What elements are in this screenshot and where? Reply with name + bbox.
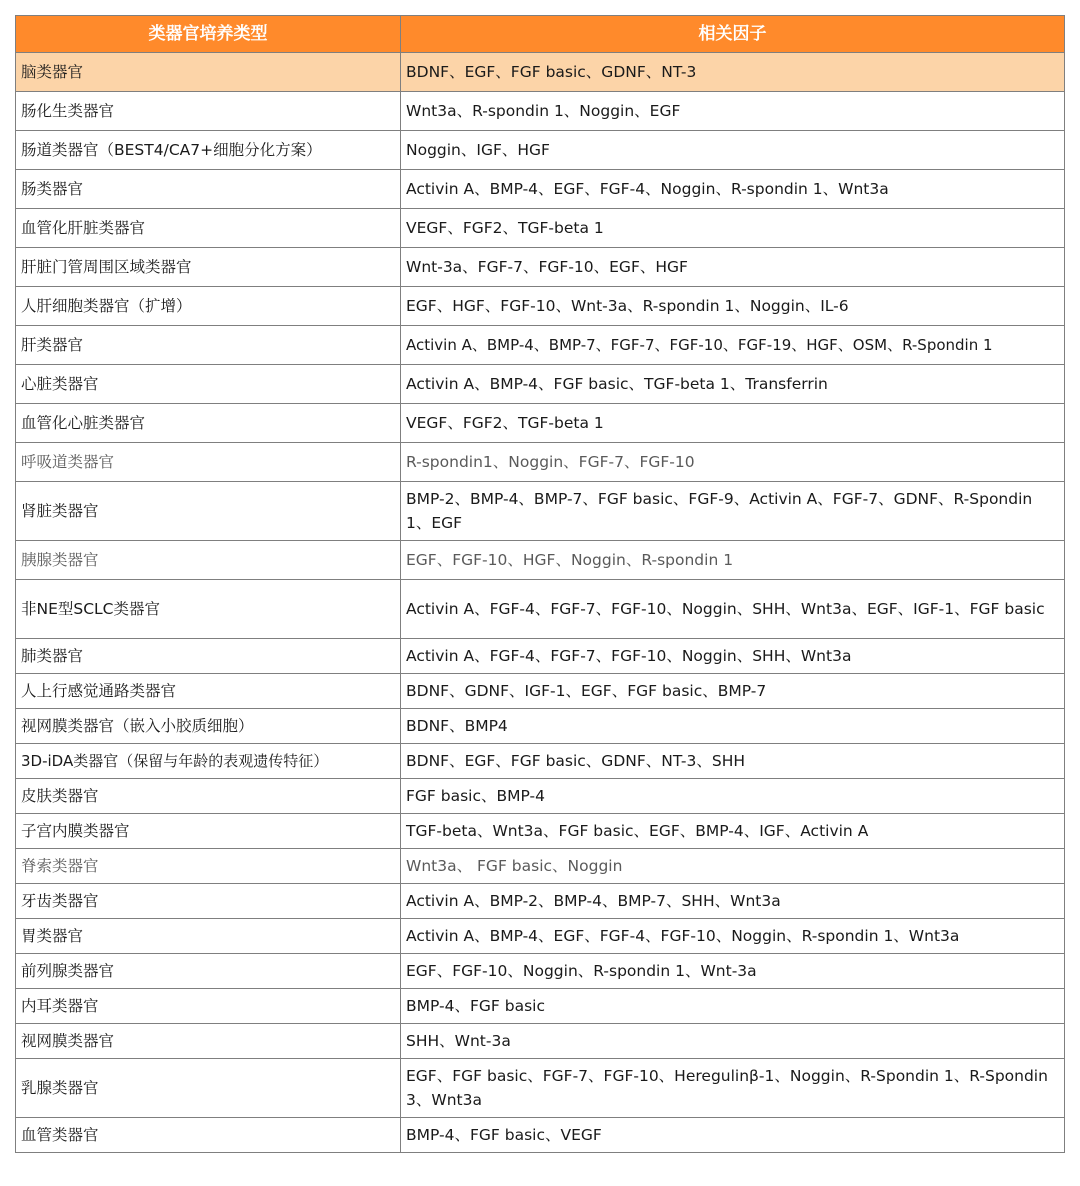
table-row (16, 1118, 1065, 1153)
factors-cell: R-spondin1、Noggin、FGF-7、FGF-10 (401, 443, 1065, 482)
factors-cell: Noggin、IGF、HGF (401, 131, 1065, 170)
table-row (16, 326, 1065, 365)
table-row (16, 482, 1065, 541)
factors-cell: VEGF、FGF2、TGF-beta 1 (401, 404, 1065, 443)
organoid-type-cell: 心脏类器官 (16, 365, 401, 404)
table-row (16, 580, 1065, 639)
factors-cell: BDNF、GDNF、IGF-1、EGF、FGF basic、BMP-7 (401, 674, 1065, 709)
factors-cell: FGF basic、BMP-4 (401, 779, 1065, 814)
factors-cell: SHH、Wnt-3a (401, 1024, 1065, 1059)
organoid-type-cell: 肠类器官 (16, 170, 401, 209)
factors-cell: Wnt-3a、FGF-7、FGF-10、EGF、HGF (401, 248, 1065, 287)
factors-cell: Activin A、BMP-4、EGF、FGF-4、Noggin、R-spondin 1、Wnt3a (401, 170, 1065, 209)
table-row (16, 365, 1065, 404)
organoid-type-cell: 视网膜类器官 (16, 1024, 401, 1059)
table-row (16, 1024, 1065, 1059)
organoid-type-cell: 脊索类器官 (16, 849, 401, 884)
table-row (16, 814, 1065, 849)
header-organoid-type: 类器官培养类型 (16, 16, 401, 53)
organoid-type-cell: 胃类器官 (16, 919, 401, 954)
table-row (16, 1059, 1065, 1118)
organoid-type-cell: 子宫内膜类器官 (16, 814, 401, 849)
factors-cell: BDNF、EGF、FGF basic、GDNF、NT-3 (401, 53, 1065, 92)
factors-cell: Activin A、BMP-2、BMP-4、BMP-7、SHH、Wnt3a (401, 884, 1065, 919)
table-row (16, 674, 1065, 709)
organoid-type-cell: 内耳类器官 (16, 989, 401, 1024)
organoid-type-cell: 肠化生类器官 (16, 92, 401, 131)
table-row (16, 170, 1065, 209)
table-row (16, 849, 1065, 884)
factors-cell: EGF、HGF、FGF-10、Wnt-3a、R-spondin 1、Noggin、IL-6 (401, 287, 1065, 326)
organoid-type-cell: 人肝细胞类器官（扩增） (16, 287, 401, 326)
factors-cell: VEGF、FGF2、TGF-beta 1 (401, 209, 1065, 248)
factors-cell: BMP-4、FGF basic、VEGF (401, 1118, 1065, 1153)
organoid-type-cell: 肺类器官 (16, 639, 401, 674)
organoid-type-cell: 3D-iDA类器官（保留与年龄的表观遗传特征） (16, 744, 401, 779)
table-row (16, 287, 1065, 326)
table-row (16, 209, 1065, 248)
table-row (16, 709, 1065, 744)
factors-cell: EGF、FGF-10、HGF、Noggin、R-spondin 1 (401, 541, 1065, 580)
table-body (16, 53, 1065, 1153)
table-row (16, 639, 1065, 674)
organoid-type-cell: 血管化心脏类器官 (16, 404, 401, 443)
table-row (16, 248, 1065, 287)
table-row (16, 53, 1065, 92)
factors-cell: BMP-4、FGF basic (401, 989, 1065, 1024)
table-row (16, 131, 1065, 170)
table-row (16, 92, 1065, 131)
table-header (16, 16, 1065, 53)
factors-cell: Activin A、FGF-4、FGF-7、FGF-10、Noggin、SHH、Wnt3a、EGF、IGF-1、FGF basic (401, 580, 1065, 639)
organoid-type-cell: 视网膜类器官（嵌入小胶质细胞） (16, 709, 401, 744)
organoid-type-cell: 人上行感觉通路类器官 (16, 674, 401, 709)
organoid-type-cell: 血管化肝脏类器官 (16, 209, 401, 248)
organoid-type-cell: 肝脏门管周围区域类器官 (16, 248, 401, 287)
organoid-type-cell: 胰腺类器官 (16, 541, 401, 580)
table-row (16, 541, 1065, 580)
factors-cell: TGF-beta、Wnt3a、FGF basic、EGF、BMP-4、IGF、Activin A (401, 814, 1065, 849)
factors-cell: EGF、FGF basic、FGF-7、FGF-10、Heregulinβ-1、Noggin、R-Spondin 1、R-Spondin 3、Wnt3a (401, 1059, 1065, 1118)
organoid-type-cell: 非NE型SCLC类器官 (16, 580, 401, 639)
table-row (16, 779, 1065, 814)
organoid-type-cell: 乳腺类器官 (16, 1059, 401, 1118)
organoid-type-cell: 前列腺类器官 (16, 954, 401, 989)
factors-cell: Activin A、BMP-4、FGF basic、TGF-beta 1、Transferrin (401, 365, 1065, 404)
table-row (16, 443, 1065, 482)
header-related-factors: 相关因子 (401, 16, 1065, 53)
table-row (16, 744, 1065, 779)
organoid-type-cell: 脑类器官 (16, 53, 401, 92)
organoid-type-cell: 皮肤类器官 (16, 779, 401, 814)
factors-cell: BDNF、EGF、FGF basic、GDNF、NT-3、SHH (401, 744, 1065, 779)
table-row (16, 404, 1065, 443)
organoid-type-cell: 肠道类器官（BEST4/CA7+细胞分化方案） (16, 131, 401, 170)
factors-cell: Wnt3a、R-spondin 1、Noggin、EGF (401, 92, 1065, 131)
organoid-factor-table-container (15, 15, 1064, 1153)
organoid-type-cell: 肝类器官 (16, 326, 401, 365)
organoid-type-cell: 牙齿类器官 (16, 884, 401, 919)
factors-cell: BDNF、BMP4 (401, 709, 1065, 744)
table-row (16, 884, 1065, 919)
header-row (16, 16, 1065, 53)
organoid-type-cell: 呼吸道类器官 (16, 443, 401, 482)
table-row (16, 954, 1065, 989)
factors-cell: Wnt3a、 FGF basic、Noggin (401, 849, 1065, 884)
organoid-type-cell: 肾脏类器官 (16, 482, 401, 541)
table-row (16, 919, 1065, 954)
factors-cell: EGF、FGF-10、Noggin、R-spondin 1、Wnt-3a (401, 954, 1065, 989)
factors-cell: Activin A、BMP-4、BMP-7、FGF-7、FGF-10、FGF-19、HGF、OSM、R-Spondin 1 (401, 326, 1065, 365)
factors-cell: BMP-2、BMP-4、BMP-7、FGF basic、FGF-9、Activin A、FGF-7、GDNF、R-Spondin 1、EGF (401, 482, 1065, 541)
table-row (16, 989, 1065, 1024)
factors-cell: Activin A、FGF-4、FGF-7、FGF-10、Noggin、SHH、Wnt3a (401, 639, 1065, 674)
organoid-factor-table (15, 15, 1065, 1153)
factors-cell: Activin A、BMP-4、EGF、FGF-4、FGF-10、Noggin、R-spondin 1、Wnt3a (401, 919, 1065, 954)
organoid-type-cell: 血管类器官 (16, 1118, 401, 1153)
